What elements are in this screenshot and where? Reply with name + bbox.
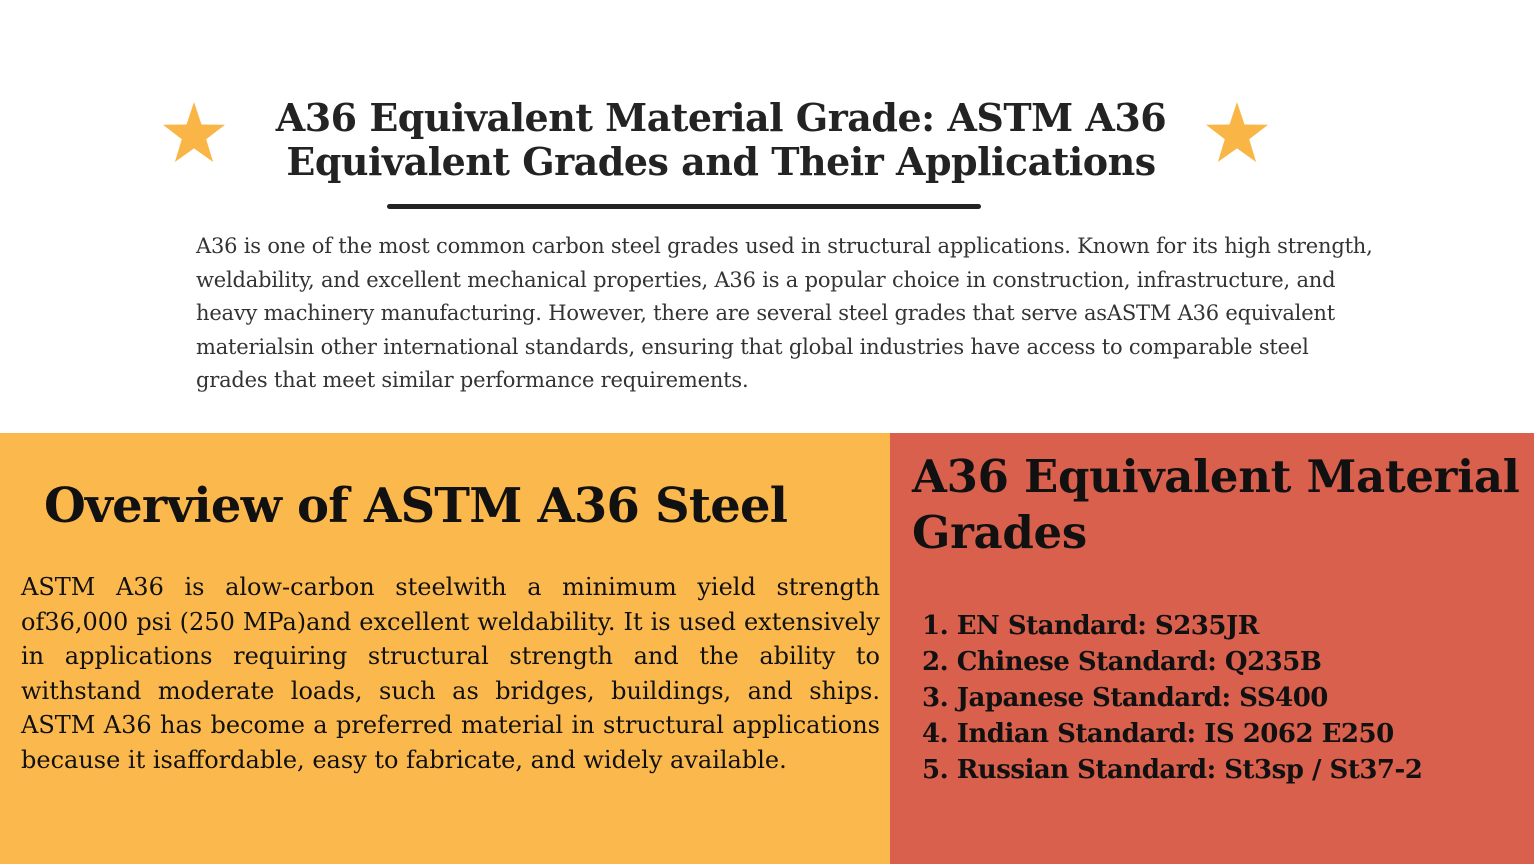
grades-panel	[890, 433, 1534, 864]
grade-item-japanese: 3. Japanese Standard: SS400	[922, 683, 1328, 713]
page-title: A36 Equivalent Material Grade: ASTM A36 Equivalent Grades and Their Applications	[275, 95, 1167, 184]
grade-item-russian: 5. Russian Standard: St3sp / St37-2	[922, 755, 1423, 785]
grade-item-en: 1. EN Standard: S235JR	[922, 611, 1259, 641]
grade-item-indian: 4. Indian Standard: IS 2062 E250	[922, 719, 1394, 749]
title-underline	[387, 204, 981, 209]
intro-paragraph: A36 is one of the most common carbon steel grades used in structural applications. Known for its high strength, weldability, and excellent mechanical properties, A36 is a popular choice in construction, infrastructure, and heavy machinery manufacturing. However, there are several steel grades that serve asASTM A36 equivalent materialsin other international standards, ensuring that global industries have access to comparable steel grades that meet similar performance requirements.	[196, 234, 1373, 393]
grade-item-chinese: 2. Chinese Standard: Q235B	[922, 647, 1322, 677]
overview-panel	[0, 433, 890, 864]
grades-heading: A36 Equivalent Material Grades	[912, 450, 1520, 559]
star-icon-shape	[163, 102, 225, 162]
star-icon-shape	[1206, 102, 1268, 162]
star-icon	[162, 102, 226, 164]
star-icon	[1205, 102, 1269, 164]
grades-list	[922, 608, 1522, 788]
overview-heading: Overview of ASTM A36 Steel	[44, 478, 788, 534]
overview-paragraph: ASTM A36 is alow-carbon steelwith a minimum yield strength of36,000 psi (250 MPa)and excellent weldability. It is used extensively in applications requiring structural strength and the ability to withstand moderate loads, such as bridges, buildings, and ships. ASTM A36 has become a preferred material in structural applications because it isaffordable, easy to fabricate, and widely available.	[21, 573, 880, 774]
